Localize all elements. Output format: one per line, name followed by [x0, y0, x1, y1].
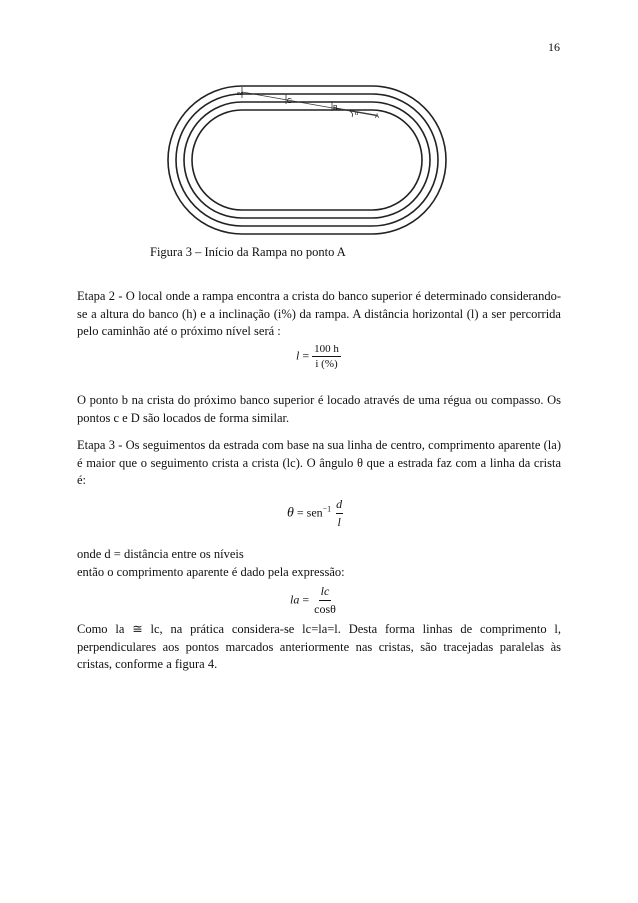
bench-outline-2 — [176, 94, 438, 226]
eq2-superscript: −1 — [322, 504, 332, 514]
equation-theta — [287, 497, 344, 530]
eq1-lhs: l — [296, 348, 300, 363]
figure-label-c: C — [287, 98, 293, 105]
eq3-fraction — [312, 584, 338, 617]
figure-label-b: B — [333, 105, 338, 112]
eq3-lhs: la — [290, 592, 300, 607]
eq3-equals: = — [302, 592, 310, 607]
paragraph-onde-d-line-2: então o comprimento aparente é dado pela expressão: — [77, 564, 345, 579]
eq2-fraction — [334, 497, 344, 530]
equation-horizontal-distance — [296, 343, 341, 370]
eq1-denominator: i (%) — [315, 358, 338, 370]
figure-ramp-diagram — [166, 84, 448, 236]
bench-outline-3 — [184, 102, 430, 218]
paragraph-ponto-b: O ponto b na crista do próximo banco superior é locado através de uma régua ou compasso. Os pontos c e D são locados de forma similar. — [77, 393, 561, 425]
paragraph-etapa-2: Etapa 2 - O local onde a rampa encontra a crista do banco superior é determinado considerando-se a altura do banco (h) e a inclinação (i%) da rampa. A distância horizontal (l) a ser percorrida pelo caminhão até o próximo nível será : — [77, 289, 561, 338]
eq1-fraction — [312, 343, 341, 370]
figure-caption: Figura 3 – Início da Rampa no ponto A — [150, 245, 346, 259]
page-number: 16 — [548, 40, 560, 54]
eq2-equals-sen: = sen — [296, 505, 323, 520]
eq3-denominator: cosθ — [314, 602, 336, 616]
eq1-numerator: 100 h — [314, 343, 339, 355]
eq2-denominator: l — [337, 515, 341, 529]
paragraph-onde-d — [77, 546, 561, 581]
eq2-numerator: d — [336, 497, 343, 511]
eq1-equals: = — [302, 348, 310, 363]
eq2-lhs: θ — [287, 505, 294, 521]
paragraph-onde-d-line-1: onde d = distância entre os níveis — [77, 547, 244, 561]
paragraph-etapa-3: Etapa 3 - Os seguimentos da estrada com base na sua linha de centro, comprimento aparente (la) é maior que o seguimento crista a crista (lc). O ângulo θ que a estrada faz com a linha da crista é: — [77, 438, 561, 487]
figure-label-tick: sw — [237, 91, 244, 97]
bench-outline-1 — [168, 86, 446, 234]
figure-label-a: A — [375, 114, 380, 120]
eq3-numerator: lc — [319, 584, 332, 601]
figure-label-alpha: α — [355, 111, 359, 117]
paragraph-como-la: Como la ≅ lc, na prática considera-se lc=la=l. Desta forma linhas de comprimento l, perpendiculares aos pontos marcados anteriormente nas cristas, são tracejadas paralelas às cristas, conforme a figura 4. — [77, 622, 561, 671]
bench-outline-4 — [192, 110, 422, 210]
equation-apparent-length — [290, 584, 338, 617]
angle-arc — [350, 111, 353, 117]
